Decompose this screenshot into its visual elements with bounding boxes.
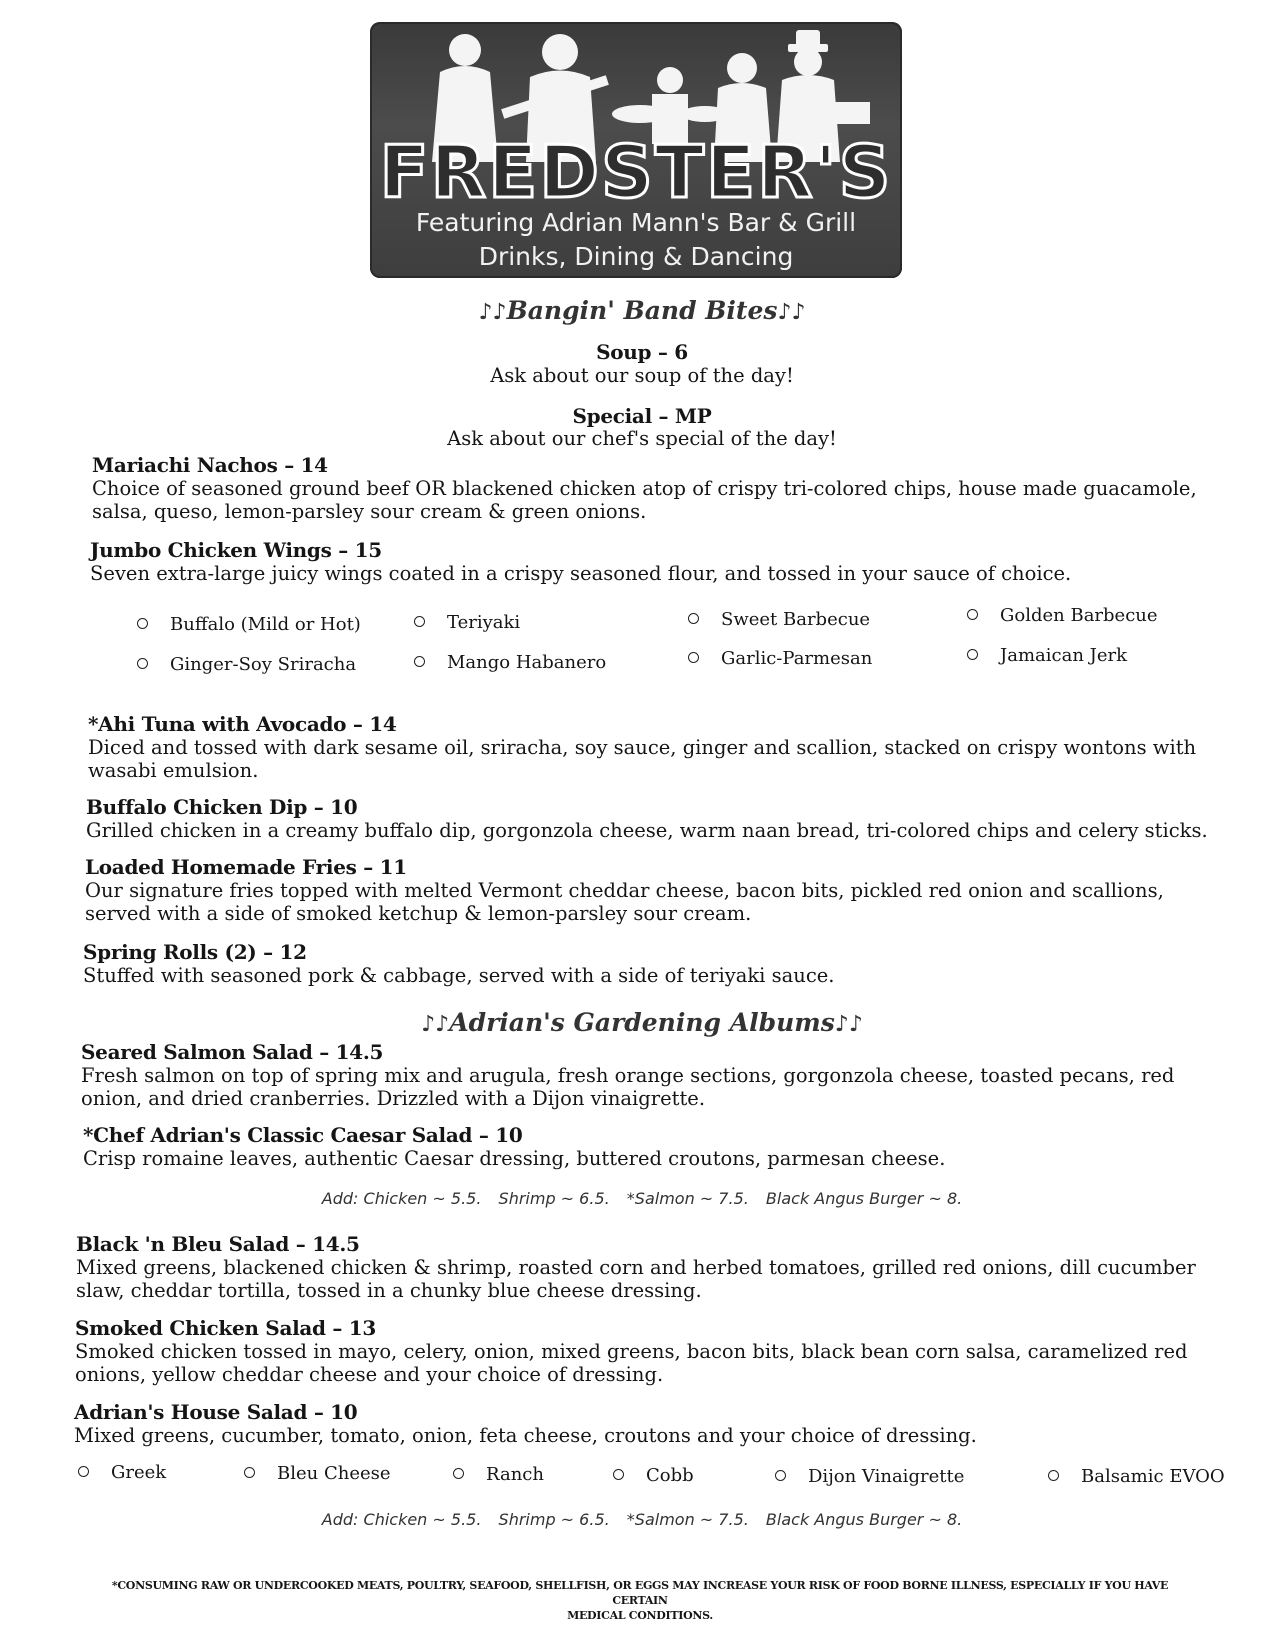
bullet-icon	[78, 1466, 89, 1477]
bullet-icon	[244, 1467, 255, 1478]
item-desc: served with a side of smoked ketchup & lemon-parsley sour cream.	[85, 902, 752, 925]
addon-item: *Salmon ~ 7.5.	[626, 1189, 749, 1208]
section-title-bites: ♪♪Bangin' Band Bites♪♪	[478, 296, 806, 325]
option-item: Mango Habanero	[414, 652, 606, 673]
bullet-icon	[967, 649, 978, 660]
item-desc: Diced and tossed with dark sesame oil, sriracha, soy sauce, ginger and scallion, stacked on crispy wontons with	[88, 736, 1197, 759]
item-desc: Smoked chicken tossed in mayo, celery, onion, mixed greens, bacon bits, black bean corn salsa, caramelized red	[75, 1340, 1188, 1363]
menu-item-buffalo-dip	[86, 795, 1208, 842]
section-title-salads: ♪♪Adrian's Gardening Albums♪♪	[421, 1008, 863, 1037]
addon-item: Add: Chicken ~ 5.5.	[321, 1189, 482, 1208]
item-name: Jumbo Chicken Wings – 15	[90, 538, 382, 562]
menu-item-house-salad	[74, 1400, 977, 1447]
option-item: Golden Barbecue	[967, 605, 1158, 626]
addon-item: Black Angus Burger ~ 8.	[765, 1189, 963, 1208]
option-item: Jamaican Jerk	[967, 645, 1127, 666]
option-item: Greek	[78, 1462, 166, 1483]
bullet-icon	[1048, 1470, 1059, 1481]
menu-item-smoked-chicken	[75, 1316, 1188, 1386]
option-item: Teriyaki	[414, 612, 520, 633]
option-item: Buffalo (Mild or Hot)	[137, 614, 361, 635]
music-notes-icon: ♪♪	[478, 300, 507, 325]
bullet-icon	[688, 613, 699, 624]
bullet-icon	[775, 1470, 786, 1481]
addons-line	[0, 1189, 1284, 1208]
item-name: Smoked Chicken Salad – 13	[75, 1316, 376, 1340]
menu-item-ahi-tuna	[88, 712, 1196, 782]
menu-item-caesar-salad	[83, 1123, 945, 1170]
option-item: Ranch	[453, 1464, 544, 1485]
menu-item-loaded-fries	[85, 855, 1164, 925]
item-desc-soup: Ask about our soup of the day!	[490, 364, 794, 387]
bullet-icon	[967, 609, 978, 620]
item-name: *Ahi Tuna with Avocado – 14	[88, 712, 397, 736]
option-item: Cobb	[613, 1465, 694, 1486]
option-item: Ginger-Soy Sriracha	[137, 654, 356, 675]
item-desc: Stuffed with seasoned pork & cabbage, served with a side of teriyaki sauce.	[83, 964, 835, 987]
bullet-icon	[137, 618, 148, 629]
music-notes-icon: ♪♪	[421, 1012, 450, 1037]
item-desc: salsa, queso, lemon-parsley sour cream & green onions.	[92, 500, 647, 523]
item-desc: Crisp romaine leaves, authentic Caesar dressing, buttered croutons, parmesan cheese.	[83, 1147, 946, 1170]
logo-subtagline: Drinks, Dining & Dancing	[478, 242, 794, 271]
item-desc: onion, and dried cranberries. Drizzled with a Dijon vinaigrette.	[81, 1087, 706, 1110]
option-item: Sweet Barbecue	[688, 609, 870, 630]
logo-brand-text: FREDSTER'S	[379, 130, 893, 214]
addon-item: *Salmon ~ 7.5.	[626, 1510, 749, 1529]
item-desc: slaw, cheddar tortilla, tossed in a chunky blue cheese dressing.	[76, 1279, 702, 1302]
menu-item-wings	[90, 538, 1071, 585]
item-name: Loaded Homemade Fries – 11	[85, 855, 407, 879]
item-desc: Our signature fries topped with melted Vermont cheddar cheese, bacon bits, pickled red onion and scallions,	[85, 879, 1164, 902]
bullet-icon	[453, 1468, 464, 1479]
music-notes-icon: ♪♪	[777, 300, 806, 325]
option-item: Garlic-Parmesan	[688, 648, 872, 669]
item-name: Mariachi Nachos – 14	[92, 453, 328, 477]
option-item: Bleu Cheese	[244, 1463, 391, 1484]
fredsters-logo	[370, 22, 902, 278]
bullet-icon	[688, 652, 699, 663]
menu-item-salmon-salad	[81, 1040, 1174, 1110]
option-item: Dijon Vinaigrette	[775, 1466, 964, 1487]
bullet-icon	[414, 616, 425, 627]
item-name-special: Special – MP	[572, 404, 712, 428]
menu-item-black-n-bleu	[76, 1232, 1196, 1302]
item-desc: Grilled chicken in a creamy buffalo dip, gorgonzola cheese, warm naan bread, tri-colored chips and celery sticks.	[86, 819, 1208, 842]
option-item: Balsamic EVOO	[1048, 1466, 1225, 1487]
disclaimer-line: *CONSUMING RAW OR UNDERCOOKED MEATS, POULTRY, SEAFOOD, SHELLFISH, OR EGGS MAY INCREASE YOUR RISK OF FOOD BORNE ILLNESS, ESPECIALLY IF YOU HAVE CERTAIN	[111, 1579, 1169, 1607]
item-name: Seared Salmon Salad – 14.5	[81, 1040, 384, 1064]
menu-item-spring-rolls	[83, 940, 834, 987]
item-desc-special: Ask about our chef's special of the day!	[447, 427, 837, 450]
item-name: Buffalo Chicken Dip – 10	[86, 795, 358, 819]
item-name-soup: Soup – 6	[596, 340, 688, 364]
item-desc: Fresh salmon on top of spring mix and arugula, fresh orange sections, gorgonzola cheese, toasted pecans, red	[81, 1064, 1175, 1087]
item-name: *Chef Adrian's Classic Caesar Salad – 10	[83, 1123, 523, 1147]
item-desc: wasabi emulsion.	[88, 759, 259, 782]
addon-item: Black Angus Burger ~ 8.	[765, 1510, 963, 1529]
health-disclaimer	[90, 1578, 1190, 1623]
item-name: Black 'n Bleu Salad – 14.5	[76, 1232, 360, 1256]
addon-item: Shrimp ~ 6.5.	[498, 1189, 610, 1208]
item-desc: Choice of seasoned ground beef OR blackened chicken atop of crispy tri-colored chips, house made guacamole,	[92, 477, 1197, 500]
music-notes-icon: ♪♪	[834, 1012, 863, 1037]
disclaimer-line: MEDICAL CONDITIONS.	[567, 1609, 713, 1622]
logo-tagline: Featuring Adrian Mann's Bar & Grill	[415, 208, 857, 237]
bullet-icon	[414, 656, 425, 667]
item-desc: Mixed greens, cucumber, tomato, onion, feta cheese, croutons and your choice of dressing.	[74, 1424, 977, 1447]
bullet-icon	[613, 1469, 624, 1480]
item-desc: Seven extra-large juicy wings coated in a crispy seasoned flour, and tossed in your sauce of choice.	[90, 562, 1072, 585]
addons-line	[0, 1510, 1284, 1529]
addon-item: Add: Chicken ~ 5.5.	[321, 1510, 482, 1529]
item-desc: Mixed greens, blackened chicken & shrimp, roasted corn and herbed tomatoes, grilled red onions, dill cucumber	[76, 1256, 1196, 1279]
item-name: Adrian's House Salad – 10	[74, 1400, 358, 1424]
item-desc: onions, yellow cheddar cheese and your choice of dressing.	[75, 1363, 664, 1386]
item-name: Spring Rolls (2) – 12	[83, 940, 307, 964]
bullet-icon	[137, 658, 148, 669]
menu-item-nachos	[92, 453, 1197, 523]
addon-item: Shrimp ~ 6.5.	[498, 1510, 610, 1529]
